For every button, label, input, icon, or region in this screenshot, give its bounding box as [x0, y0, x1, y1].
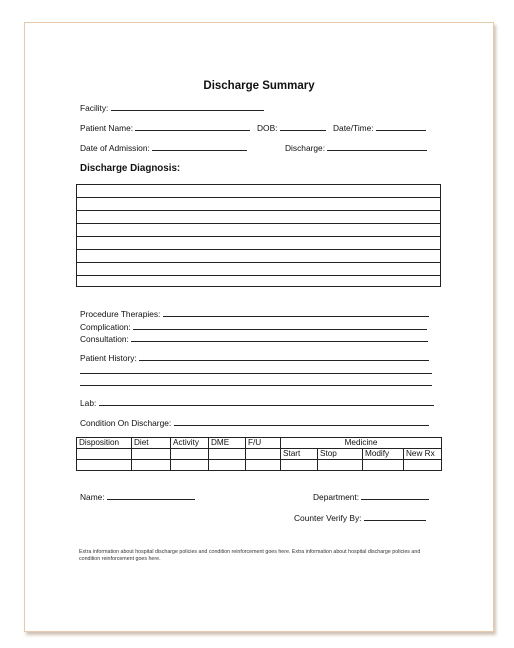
patient-name-line — [80, 123, 250, 133]
col-medicine: Medicine — [281, 438, 442, 449]
date-time-label: Date/Time: — [333, 123, 374, 133]
col-dme: DME — [209, 438, 246, 449]
cell-activity[interactable] — [171, 449, 209, 460]
diagnosis-row — [77, 262, 440, 263]
table-row — [77, 460, 442, 471]
complication-label: Complication: — [80, 322, 131, 332]
col-fu: F/U — [246, 438, 281, 449]
diagnosis-row — [77, 210, 440, 211]
history-field-3[interactable] — [80, 378, 432, 386]
facility-label: Facility: — [80, 103, 109, 113]
consultation-label: Consultation: — [80, 334, 129, 344]
facility-field[interactable] — [111, 103, 264, 111]
condition-field[interactable] — [174, 418, 429, 426]
procedure-line — [80, 309, 429, 319]
discharge-label: Discharge: — [285, 143, 326, 153]
col-new-rx: New Rx — [404, 449, 442, 460]
col-stop: Stop — [318, 449, 363, 460]
diagnosis-row — [77, 223, 440, 224]
history-line-2 — [80, 366, 432, 376]
lab-line — [80, 398, 434, 408]
diagnosis-grid[interactable] — [76, 184, 441, 287]
name-label: Name: — [80, 492, 105, 502]
cell-diet[interactable] — [132, 460, 171, 471]
history-line — [80, 353, 429, 363]
patient-name-label: Patient Name: — [80, 123, 134, 133]
counter-verify-field[interactable] — [364, 513, 426, 521]
cell-fu[interactable] — [246, 449, 281, 460]
cell-new-rx[interactable] — [404, 460, 442, 471]
cell-stop[interactable] — [318, 460, 363, 471]
name-line — [80, 492, 195, 502]
cell-disposition[interactable] — [77, 460, 132, 471]
discharge-orders-table — [76, 437, 442, 471]
discharge-field[interactable] — [327, 143, 427, 151]
counter-verify-line — [294, 513, 426, 523]
procedure-label: Procedure Therapies: — [80, 309, 161, 319]
form-title: Discharge Summary — [203, 80, 315, 92]
cell-start[interactable] — [281, 460, 318, 471]
date-time-line — [333, 123, 426, 133]
cell-activity[interactable] — [171, 460, 209, 471]
history-field[interactable] — [139, 353, 429, 361]
condition-line — [80, 418, 429, 428]
counter-verify-label: Counter Verify By: — [294, 513, 362, 523]
dob-line — [257, 123, 326, 133]
col-diet: Diet — [132, 438, 171, 449]
admission-field[interactable] — [152, 143, 247, 151]
lab-field[interactable] — [99, 398, 434, 406]
cell-dme[interactable] — [209, 449, 246, 460]
complication-line — [80, 322, 427, 332]
name-field[interactable] — [107, 492, 195, 500]
department-line — [313, 492, 429, 502]
dob-label: DOB: — [257, 123, 278, 133]
col-disposition: Disposition — [77, 438, 132, 449]
lab-label: Lab: — [80, 398, 97, 408]
history-field-2[interactable] — [80, 366, 432, 374]
patient-name-field[interactable] — [135, 123, 250, 131]
diagnosis-row — [77, 197, 440, 198]
diagnosis-row — [77, 249, 440, 250]
cell-modify[interactable] — [363, 460, 404, 471]
discharge-line — [285, 143, 427, 153]
history-label: Patient History: — [80, 353, 137, 363]
date-time-field[interactable] — [376, 123, 426, 131]
table-header-row — [77, 438, 442, 449]
cell-diet[interactable] — [132, 449, 171, 460]
diagnosis-row — [77, 236, 440, 237]
department-label: Department: — [313, 492, 360, 502]
consultation-field[interactable] — [131, 334, 428, 342]
cell-fu[interactable] — [246, 460, 281, 471]
footer-note: Extra information about hospital discharge policies and condition reinforcement goes here. Extra information about hospital discharge policies and condition reinforcement goes here. — [79, 549, 421, 562]
admission-line — [80, 143, 247, 153]
col-modify: Modify — [363, 449, 404, 460]
col-start: Start — [281, 449, 318, 460]
diagnosis-heading: Discharge Diagnosis: — [80, 163, 181, 174]
col-activity: Activity — [171, 438, 209, 449]
admission-label: Date of Admission: — [80, 143, 150, 153]
condition-label: Condition On Discharge: — [80, 418, 172, 428]
cell-dme[interactable] — [209, 460, 246, 471]
dob-field[interactable] — [280, 123, 326, 131]
department-field[interactable] — [361, 492, 429, 500]
document-page — [24, 22, 494, 632]
diagnosis-row — [77, 275, 440, 276]
cell-disposition[interactable] — [77, 449, 132, 460]
complication-field[interactable] — [133, 322, 427, 330]
facility-line — [80, 103, 264, 113]
consultation-line — [80, 334, 428, 344]
history-line-3 — [80, 378, 432, 388]
table-subheader-row — [77, 449, 442, 460]
procedure-field[interactable] — [163, 309, 429, 317]
